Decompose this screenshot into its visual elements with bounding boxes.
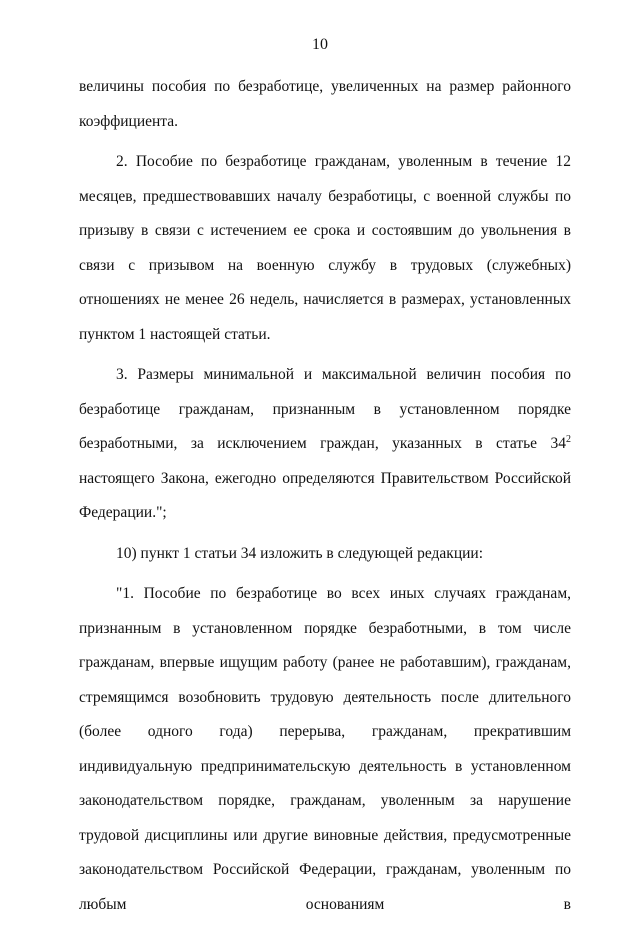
paragraph-5: "1. Пособие по безработице во всех иных случаях гражданам, признанным в установленном порядке безработными, в том числе гражданам, впервые ищущим работу (ранее не работавшим), гражданам, стремящимся возобновить трудовую деятельность после длительного (более одного года) перерыва, гражданам, прекратившим индивидуальную предпринимательскую деятельность в установленном законодательством порядке, гражданам, уволенным за нарушение трудовой дисциплины или другие виновные действия, предусмотренные законодательством Российской Федерации, гражданам, уволенным по любым основаниям в [79, 585, 571, 913]
paragraph-3-text-after: настоящего Закона, ежегодно определяются Правительством Российской Федерации."; [79, 469, 571, 521]
paragraph-3-text-before: 3. Размеры минимальной и максимальной величин пособия по безработице гражданам, признанным в установленном порядке безработными, за исключением граждан, указанных в статье 34 [79, 366, 571, 452]
paragraph-3 [79, 358, 571, 531]
page-number: 10 [312, 36, 328, 53]
paragraph-3-superscript: 2 [566, 433, 571, 445]
paragraph-1: величины пособия по безработице, увеличенных на размер районного коэффициента. [79, 78, 571, 130]
paragraph-4: 10) пункт 1 статьи 34 изложить в следующей редакции: [116, 544, 484, 562]
paragraph-2: 2. Пособие по безработице гражданам, уволенным в течение 12 месяцев, предшествовавших началу безработицы, с военной службы по призыву в связи с истечением ее срока и состоявшим до увольнения в связи с призывом на военную службу в трудовых (служебных) отношениях не менее 26 недель, начисляется в размерах, установленных пунктом 1 настоящей статьи. [79, 153, 571, 343]
document-body [79, 70, 571, 928]
